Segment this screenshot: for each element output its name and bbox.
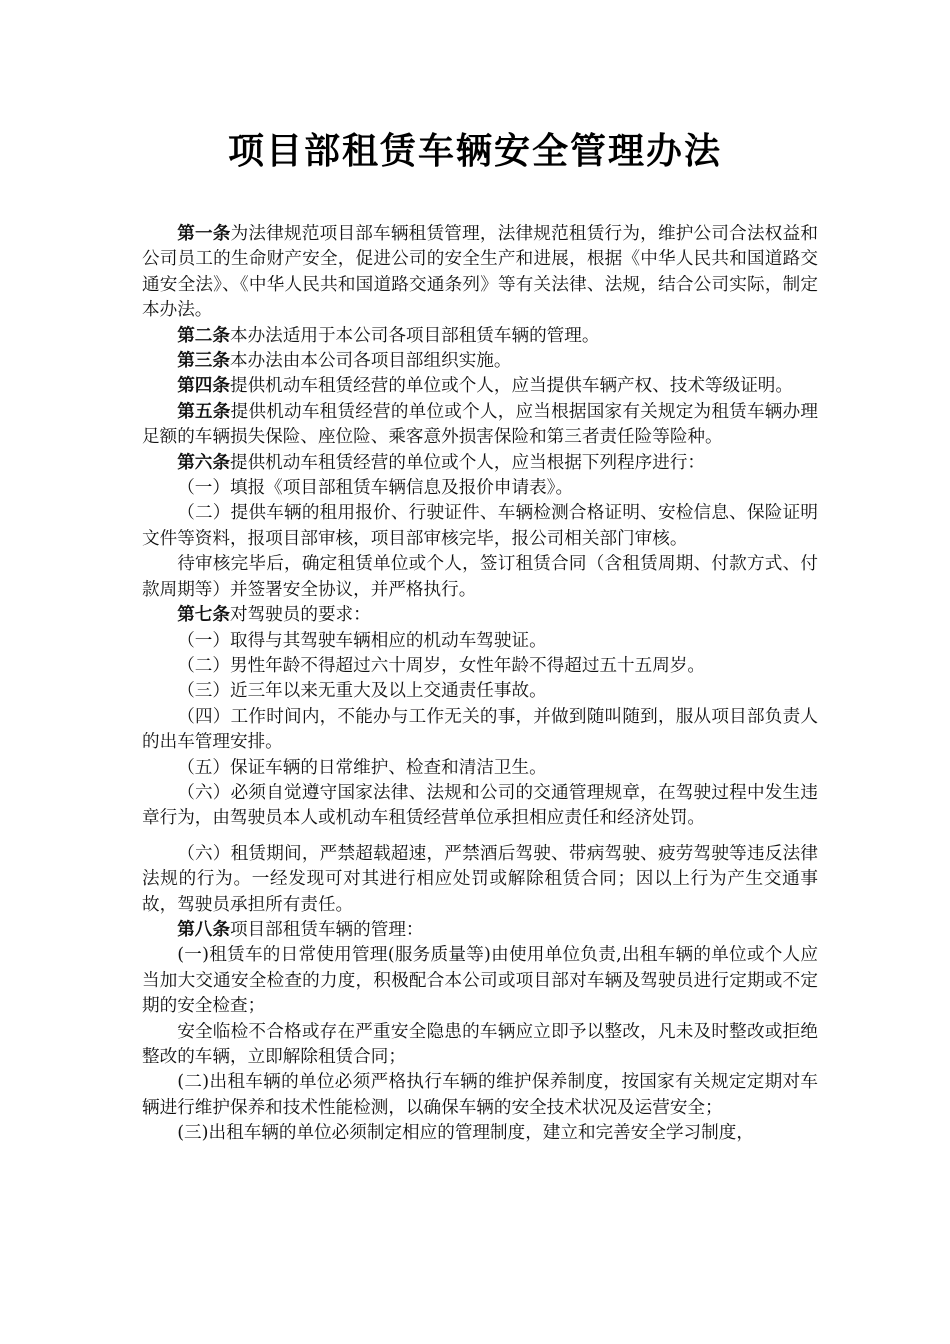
paragraph-text: (一)租赁车的日常使用管理(服务质量等)由使用单位负责,出租车辆的单位或个人应当加大交通安全检查的力度，积极配合本公司或项目部对车辆及驾驶员进行定期或不定期的安全检查； — [142, 945, 818, 1017]
paragraph-text: （二）提供车辆的租用报价、行驶证件、车辆检测合格证明、安检信息、保险证明文件等资料，报项目部审核，项目部审核完毕，报公司相关部门审核。 — [142, 503, 818, 549]
article-label: 第七条 — [177, 605, 230, 626]
paragraph-text: （二）男性年龄不得超过六十周岁，女性年龄不得超过五十五周岁。 — [177, 655, 706, 676]
paragraph-text: 提供机动车租赁经营的单位或个人，应当根据下列程序进行： — [229, 452, 706, 473]
document-paragraph — [142, 943, 818, 1019]
paragraph-text: 为法律规范项目部车辆租赁管理，法律规范租赁行为，维护公司合法权益和公司员工的生命财产安全，促进公司的安全生产和进展，根据《中华人民共和国道路交通安全法》、《中华人民共和国道路交通条列》等有关法律、法规，结合公司实际，制定本办法。 — [142, 224, 818, 321]
paragraph-text: (二)出租车辆的单位必须严格执行车辆的维护保养制度，按国家有关规定定期对车辆进行维护保养和技术性能检测，以确保车辆的安全技术状况及运营安全； — [142, 1072, 818, 1118]
document-paragraph — [142, 1121, 818, 1146]
document-paragraph — [142, 756, 818, 781]
document-paragraph — [142, 842, 818, 918]
article-label: 第三条 — [177, 351, 230, 372]
document-paragraph — [142, 603, 818, 628]
paragraph-text: （四）工作时间内，不能办与工作无关的事，并做到随叫随到，服从项目部负责人的出车管理安排。 — [142, 706, 818, 753]
paragraph-text: （五）保证车辆的日常维护、检查和清洁卫生。 — [177, 757, 547, 778]
document-paragraph — [142, 705, 818, 756]
document-paragraph — [142, 222, 818, 324]
article-label: 第四条 — [177, 376, 230, 397]
document-paragraph — [142, 400, 818, 451]
paragraph-text: （三）近三年以来无重大及以上交通责任事故。 — [177, 681, 547, 702]
paragraph-text: 安全临检不合格或存在严重安全隐患的车辆应立即予以整改，凡未及时整改或拒绝整改的车辆，立即解除租赁合同； — [142, 1021, 818, 1067]
document-paragraph — [142, 451, 818, 476]
document-paragraph — [142, 918, 818, 943]
document-paragraph — [142, 374, 818, 399]
paragraph-text: 项目部租赁车辆的管理： — [229, 919, 424, 940]
document-body — [142, 222, 818, 1147]
document-title: 项目部租赁车辆安全管理办法 — [227, 131, 722, 172]
document-paragraph — [142, 552, 818, 603]
document-paragraph — [142, 679, 818, 704]
paragraph-text: 待审核完毕后，确定租赁单位或个人，签订租赁合同（含租赁周期、付款方式、付款周期等）并签署安全协议，并严格执行。 — [142, 554, 818, 600]
document-paragraph — [142, 654, 818, 679]
paragraph-text: （六）必须自觉遵守国家法律、法规和公司的交通管理规章，在驾驶过程中发生违章行为，由驾驶员本人或机动车租赁经营单位承担相应责任和经济处罚。 — [142, 782, 818, 829]
document-paragraph — [142, 1070, 818, 1121]
document-paragraph — [142, 324, 818, 349]
document-paragraph — [142, 629, 818, 654]
article-label: 第一条 — [177, 224, 231, 244]
paragraph-text: 对驾驶员的要求： — [229, 605, 371, 626]
document-paragraph — [142, 1020, 818, 1071]
paragraph-text: 本办法适用于本公司各项目部租赁车辆的管理。 — [229, 325, 600, 346]
paragraph-text: （一）取得与其驾驶车辆相应的机动车驾驶证。 — [177, 630, 547, 651]
article-label: 第六条 — [177, 452, 230, 473]
article-label: 第八条 — [177, 919, 230, 940]
paragraph-text: （一）填报《项目部租赁车辆信息及报价申请表》。 — [177, 478, 574, 499]
paragraph-text: 提供机动车租赁经营的单位或个人，应当提供车辆产权、技术等级证明。 — [229, 376, 793, 397]
paragraph-text: (三)出租车辆的单位必须制定相应的管理制度，建立和完善安全学习制度， — [177, 1123, 754, 1144]
document-paragraph — [142, 501, 818, 552]
paragraph-text: 本办法由本公司各项目部组织实施。 — [229, 351, 512, 372]
document-paragraph — [142, 349, 818, 374]
article-label: 第五条 — [177, 401, 231, 422]
document-paragraph — [142, 781, 818, 832]
article-label: 第二条 — [177, 325, 230, 346]
document-paragraph — [142, 476, 818, 501]
paragraph-text: （六）租赁期间，严禁超载超速，严禁酒后驾驶、带病驾驶、疲劳驾驶等违反法律法规的行为。一经发现可对其进行相应处罚或解除租赁合同；因以上行为产生交通事故，驾驶员承担所有责任。 — [142, 843, 818, 915]
paragraph-text: 提供机动车租赁经营的单位或个人，应当根据国家有关规定为租赁车辆办理足额的车辆损失保险、座位险、乘客意外损害保险和第三者责任险等险种。 — [142, 401, 818, 448]
